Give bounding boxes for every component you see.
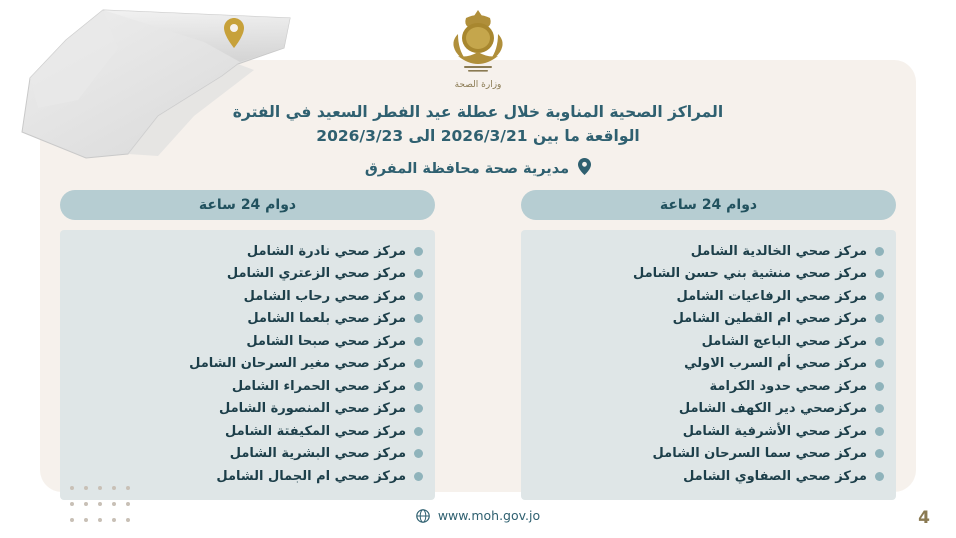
website-url[interactable]: www.moh.gov.jo xyxy=(437,508,541,523)
bullet-icon xyxy=(875,404,884,413)
list-item: مركز صحي سما السرحان الشامل xyxy=(533,443,884,466)
bullet-icon xyxy=(875,292,884,301)
list-item: مركز صحي ام القطين الشامل xyxy=(533,308,884,331)
list-item: مركز صحي منشية بني حسن الشامل xyxy=(533,263,884,286)
list-item: مركز صحي صبحا الشامل xyxy=(72,330,423,353)
bullet-icon xyxy=(414,404,423,413)
directorate-label: مديرية صحة محافظة المفرق xyxy=(364,161,570,177)
column-right xyxy=(521,190,896,490)
list-item: مركز صحي أم السرب الاولي xyxy=(533,353,884,376)
column-right-list xyxy=(521,230,896,500)
list-item: مركز صحي الخالدية الشامل xyxy=(533,240,884,263)
list-item: مركز صحي بلعما الشامل xyxy=(72,308,423,331)
bullet-icon xyxy=(414,337,423,346)
bullet-icon xyxy=(875,449,884,458)
bullet-icon xyxy=(875,427,884,436)
list-item: مركز صحي الرفاعيات الشامل xyxy=(533,285,884,308)
bullet-icon xyxy=(875,472,884,481)
bullet-icon xyxy=(414,359,423,368)
bullet-icon xyxy=(875,382,884,391)
list-item: مركز صحي المنصورة الشامل xyxy=(72,398,423,421)
ministry-emblem xyxy=(418,8,538,90)
page-number: 4 xyxy=(918,508,930,528)
list-item: مركز صحي الحمراء الشامل xyxy=(72,375,423,398)
list-item: مركز صحي الباعج الشامل xyxy=(533,330,884,353)
bullet-icon xyxy=(875,269,884,278)
column-left-header: دوام 24 ساعة xyxy=(60,190,435,220)
bullet-icon xyxy=(414,472,423,481)
bullet-icon xyxy=(875,314,884,323)
list-item: مركز صحي ام الجمال الشامل xyxy=(72,465,423,488)
bullet-icon xyxy=(414,449,423,458)
list-item: مركز صحي حدود الكرامة xyxy=(533,375,884,398)
list-item: مركز صحي البشرية الشامل xyxy=(72,443,423,466)
list-item: مركز صحي الزعتري الشامل xyxy=(72,263,423,286)
title-line-2: الواقعة ما بين 2026/3/21 الى 2026/3/23 xyxy=(316,127,640,146)
list-item: مركز صحي الأشرفية الشامل xyxy=(533,420,884,443)
title-line-1: المراكز الصحية المناوبة خلال عطلة عيد الفطر السعيد في الفترة xyxy=(232,103,724,121)
column-left xyxy=(60,190,435,490)
bullet-icon xyxy=(414,247,423,256)
centers-columns xyxy=(60,190,896,490)
bullet-icon xyxy=(875,359,884,368)
bullet-icon xyxy=(414,314,423,323)
list-item: مركز صحي نادرة الشامل xyxy=(72,240,423,263)
jordan-map-illustration xyxy=(8,4,308,174)
bullet-icon xyxy=(414,427,423,436)
list-item: مركزصحي دير الكهف الشامل xyxy=(533,398,884,421)
coat-of-arms-icon xyxy=(442,8,514,74)
bullet-icon xyxy=(875,337,884,346)
directorate-row xyxy=(0,158,956,179)
bullet-icon xyxy=(875,247,884,256)
list-item: مركز صحي المكيفتة الشامل xyxy=(72,420,423,443)
list-item: مركز صحي مغير السرحان الشامل xyxy=(72,353,423,376)
bullet-icon xyxy=(414,292,423,301)
ministry-caption: وزارة الصحة xyxy=(454,80,502,90)
location-pin-icon xyxy=(578,158,591,179)
bullet-icon xyxy=(414,269,423,278)
list-item: مركز صحي رحاب الشامل xyxy=(72,285,423,308)
column-left-list xyxy=(60,230,435,500)
column-right-header: دوام 24 ساعة xyxy=(521,190,896,220)
page-title xyxy=(0,100,956,148)
globe-icon xyxy=(416,509,430,526)
bullet-icon xyxy=(414,382,423,391)
website-footer[interactable] xyxy=(0,508,956,526)
list-item: مركز صحي الصفاوي الشامل xyxy=(533,465,884,488)
